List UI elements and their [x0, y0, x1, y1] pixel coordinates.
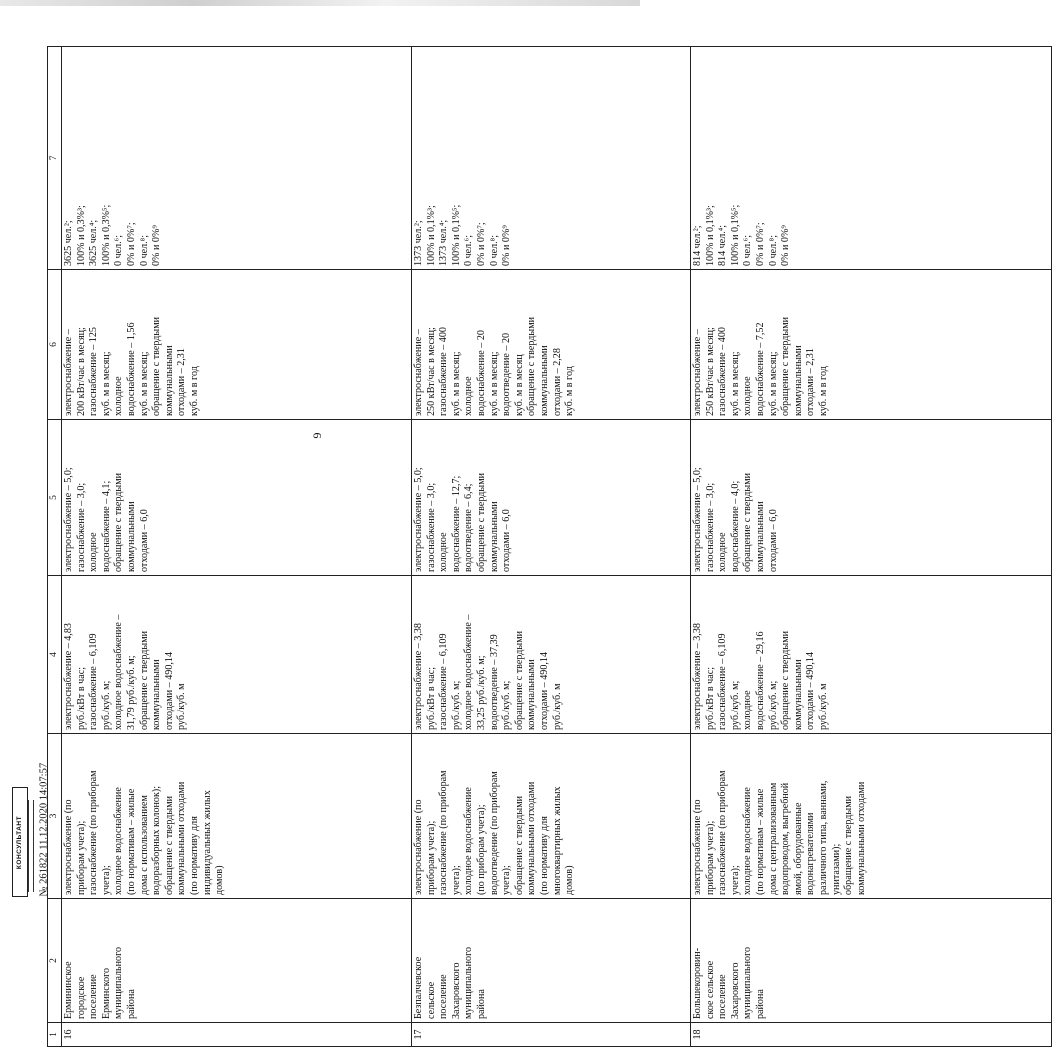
cell-line: коммунальными: [151, 659, 163, 730]
cell-line: 0 чел.⁶;: [113, 234, 125, 266]
cell-line: холодное водоснабжение: [113, 787, 125, 895]
cell-line: куб. м в год: [817, 366, 829, 416]
cell-line: 0% и 0%⁹: [780, 225, 792, 266]
table-row: [62, 47, 412, 1047]
cell-line: куб. м в месяц;: [138, 351, 150, 416]
stamp-border-lines: [28, 800, 34, 892]
cell-line: холодное: [717, 532, 729, 572]
cell-line: обращение с твердыми: [163, 796, 175, 895]
cell-line: муниципального: [113, 946, 125, 1019]
cell-growth: [691, 420, 1052, 576]
cell-line: обращение с твердыми: [138, 631, 150, 730]
cell-line: электроснабжение (по: [692, 799, 703, 895]
cell-line: Захаровского: [450, 962, 462, 1019]
cell-line: 814 чел.⁴;: [717, 224, 729, 266]
cell-line: отходами – 2,28: [551, 348, 563, 416]
cell-line: домов): [214, 865, 226, 895]
cell-population: [62, 47, 412, 270]
cell-line: 0 чел.⁸;: [767, 234, 779, 266]
cell-name: [691, 899, 1052, 1023]
cell-line: коммунальными отходами: [526, 781, 538, 895]
cell-line: электроснабжение –: [413, 329, 424, 416]
cell-line: 100% и 0,3%³;: [75, 205, 87, 266]
cell-line: ское сельское: [704, 960, 716, 1019]
cell-line: куб. м в месяц: [513, 354, 525, 416]
cell-line: электроснабжение (по: [413, 799, 424, 895]
cell-line: холодное: [113, 376, 125, 416]
cell-line: газоснабжение (по приборам: [717, 770, 729, 895]
cell-tariffs: [691, 576, 1052, 734]
cell-line: электроснабжение –: [692, 329, 703, 416]
cell-volumes: [62, 270, 412, 420]
cell-line: электроснабжение – 3,38: [413, 623, 424, 730]
cell-line: газоснабжение – 3,0;: [75, 482, 87, 572]
cell-line: многоквартирных жилых: [551, 786, 563, 895]
cell-line: газоснабжение – 3,0;: [704, 482, 716, 572]
cell-tariffs: [62, 576, 412, 734]
cell-line: (по нормативам – жилые: [125, 788, 137, 895]
row-number: 18: [691, 1023, 1052, 1047]
cell-line: сельское: [425, 981, 437, 1019]
cell-line: приборам учета);: [704, 820, 716, 895]
table-body: [48, 47, 1052, 1047]
cell-name: [412, 899, 691, 1023]
cell-line: газоснабжение – 400: [438, 327, 450, 416]
cell-line: коммунальными: [754, 501, 766, 572]
cell-line: холодное: [742, 690, 754, 730]
cell-line: холодное: [463, 376, 475, 416]
cell-line: Ерминского: [100, 967, 112, 1019]
cell-line: водоснабжение – 29,16: [754, 631, 766, 730]
cell-line: куб. м в месяц;: [100, 351, 112, 416]
cell-line: руб./куб. м;: [729, 680, 741, 730]
cell-line: холодное: [88, 532, 100, 572]
cell-line: холодное водоснабжение –: [113, 614, 125, 730]
cell-line: 1373 чел.²;: [413, 220, 424, 266]
cell-growth: [412, 420, 691, 576]
cell-line: 0 чел.⁸;: [138, 234, 150, 266]
cell-line: индивидуальных жилых: [201, 790, 213, 895]
header-cell-2: 2: [48, 899, 62, 1023]
cell-line: 100% и 0,1%⁵;: [450, 204, 462, 266]
cell-line: газоснабжение (по приборам: [88, 770, 100, 895]
cell-line: водоотведение – 6,4;: [463, 483, 475, 572]
scan-edge: [0, 0, 640, 6]
cell-line: обращение с твердыми: [475, 473, 487, 572]
table-row: [412, 47, 691, 1047]
cell-line: электроснабжение – 5,0;: [692, 467, 703, 572]
cell-line: холодное водоснабжение: [742, 787, 754, 895]
cell-line: водонагревателями: [805, 812, 817, 895]
cell-line: газоснабжение – 125: [88, 327, 100, 416]
cell-line: приборам учета);: [75, 820, 87, 895]
cell-line: 0 чел.⁶;: [463, 234, 475, 266]
cell-line: района: [125, 989, 137, 1019]
cell-line: куб. м в месяц;: [729, 351, 741, 416]
header-cell-4: 4: [48, 576, 62, 734]
cell-line: коммунальными: [526, 659, 538, 730]
cell-line: поселение: [88, 974, 100, 1019]
document-id-footer: [37, 762, 51, 898]
cell-line: обращение с твердыми: [780, 631, 792, 730]
cell-line: обращение с твердыми: [513, 796, 525, 895]
cell-line: газоснабжение – 6,109: [88, 633, 100, 730]
cell-line: электроснабжение – 4,83: [63, 623, 74, 730]
cell-line: 100% и 0,1%⁵;: [729, 204, 741, 266]
cell-line: обращение с твердыми: [113, 473, 125, 572]
cell-line: приборам учета);: [425, 820, 437, 895]
cell-line: электроснабжение – 5,0;: [63, 467, 74, 572]
cell-line: обращение с твердыми: [526, 317, 538, 416]
cell-line: обращение с твердыми: [843, 796, 855, 895]
cell-line: водоотведение (по приборам: [488, 771, 500, 895]
cell-line: коммунальными: [792, 345, 804, 416]
cell-line: электроснабжение –: [63, 329, 74, 416]
cell-services: [62, 734, 412, 899]
cell-line: учета);: [100, 865, 112, 895]
cell-line: 100% и 0,3%⁵;: [100, 204, 112, 266]
cell-line: водоснабжение – 4,1;: [100, 480, 112, 572]
header-cell-1: 1: [48, 1023, 62, 1047]
cell-line: 0% и 0%⁹: [151, 225, 163, 266]
cell-line: 31,79 руб./куб. м;: [125, 655, 137, 730]
cell-line: холодное водоснабжение: [463, 787, 475, 895]
cell-line: отходами – 2,31: [805, 348, 817, 416]
cell-line: электроснабжение (по: [63, 799, 74, 895]
cell-line: руб./куб. м;: [767, 680, 779, 730]
cell-line: учета);: [501, 865, 513, 895]
cell-line: газоснабжение (по приборам: [438, 770, 450, 895]
cell-line: (по нормативу для: [188, 816, 200, 895]
cell-line: 0% и 0%⁷;: [754, 222, 766, 266]
cell-line: (по нормативу для: [538, 816, 550, 895]
cell-line: газоснабжение – 6,109: [717, 633, 729, 730]
cell-line: обращение с твердыми: [151, 317, 163, 416]
cell-line: отходами – 6,0: [138, 509, 150, 572]
cell-line: холодное: [742, 376, 754, 416]
rotated-page-content: [47, 47, 867, 1047]
cell-line: водоснабжение – 7,52: [754, 322, 766, 416]
row-number: 17: [412, 1023, 691, 1047]
cell-volumes: [691, 270, 1052, 420]
cell-line: водоснабжение – 20: [475, 330, 487, 416]
cell-line: учета);: [729, 865, 741, 895]
cell-line: руб./кВт в час;: [75, 667, 87, 730]
cell-line: 0% и 0%⁹: [501, 225, 513, 266]
cell-line: домов): [564, 865, 576, 895]
cell-line: 0 чел.⁸;: [488, 234, 500, 266]
document-id-text: № 261822 11.12.2020 14:07:57: [38, 762, 50, 897]
cell-services: [412, 734, 691, 899]
tariff-table: [47, 46, 1052, 1047]
table-row: [691, 47, 1052, 1047]
cell-line: обращение с твердыми: [513, 631, 525, 730]
cell-line: руб./куб. м: [176, 683, 188, 730]
cell-population: [412, 47, 691, 270]
cell-line: городское: [75, 976, 87, 1019]
cell-line: холодное: [438, 532, 450, 572]
header-cell-3: 3: [48, 734, 62, 899]
cell-line: ямой, оборудованные: [792, 802, 804, 895]
cell-line: электроснабжение – 5,0;: [413, 467, 424, 572]
cell-line: холодное водоснабжение –: [463, 614, 475, 730]
cell-line: коммунальными: [488, 501, 500, 572]
cell-line: газоснабжение – 400: [717, 327, 729, 416]
cell-volumes: [412, 270, 691, 420]
cell-line: водоснабжение – 4,0;: [729, 480, 741, 572]
cell-line: коммунальными: [538, 345, 550, 416]
cell-line: водопроводом, выгребной: [780, 782, 792, 895]
cell-line: поселение: [717, 974, 729, 1019]
cell-line: электроснабжение – 3,38: [692, 623, 703, 730]
cell-line: Ермининское: [63, 961, 74, 1019]
cell-line: района: [754, 989, 766, 1019]
cell-tariffs: [412, 576, 691, 734]
cell-line: отходами – 490,14: [805, 652, 817, 730]
cell-line: Большекоровин-: [692, 947, 703, 1019]
cell-population: [691, 47, 1052, 270]
cell-line: муниципального: [742, 946, 754, 1019]
cell-line: водоснабжение – 12,7;: [450, 475, 462, 572]
header-cell-5: 5: [48, 420, 62, 576]
cell-line: 0% и 0%⁷;: [125, 222, 137, 266]
cell-line: газоснабжение – 3,0;: [425, 482, 437, 572]
cell-line: Безпалчевское: [413, 956, 424, 1019]
cell-line: отходами – 6,0: [767, 509, 779, 572]
cell-line: коммунальными: [792, 659, 804, 730]
cell-line: дома с использованием: [138, 795, 150, 895]
cell-line: водоотведение – 20: [501, 332, 513, 416]
cell-line: 814 чел.²;: [692, 225, 703, 266]
cell-line: 100% и 0,1%³;: [425, 205, 437, 266]
cell-line: различного типа, ваннами,: [817, 780, 829, 895]
header-cell-7: 7: [48, 47, 62, 270]
cell-line: отходами – 2,31: [176, 348, 188, 416]
cell-line: руб./кВт в час;: [704, 667, 716, 730]
cell-line: обращение с твердыми: [780, 317, 792, 416]
cell-line: 200 кВт/час в месяц;: [75, 327, 87, 416]
cell-name: [62, 899, 412, 1023]
stamp-text: КОНСУЛЬТАНТ: [16, 815, 24, 869]
row-number: 16: [62, 1023, 412, 1047]
cell-line: 3625 чел.²;: [63, 220, 74, 266]
cell-line: отходами – 6,0: [501, 509, 513, 572]
cell-line: руб./кВт в час;: [425, 667, 437, 730]
cell-line: газоснабжение – 6,109: [438, 633, 450, 730]
header-cell-6: 6: [48, 270, 62, 420]
cell-line: учета);: [450, 865, 462, 895]
cell-line: 250 кВт/час в месяц;: [704, 327, 716, 416]
cell-services: [691, 734, 1052, 899]
cell-line: коммунальными: [125, 501, 137, 572]
cell-line: куб. м в месяц;: [767, 351, 779, 416]
cell-line: руб./куб. м: [817, 683, 829, 730]
cell-line: 100% и 0,1%³;: [704, 205, 716, 266]
cell-line: куб. м в год: [564, 366, 576, 416]
cell-line: куб. м в год: [188, 366, 200, 416]
cell-line: Захаровского: [729, 962, 741, 1019]
cell-line: района: [475, 989, 487, 1019]
cell-line: унитазами);: [830, 843, 842, 895]
cell-line: руб./куб. м;: [100, 680, 112, 730]
cell-line: 1373 чел.⁴;: [438, 219, 450, 266]
cell-line: куб. м в месяц;: [488, 351, 500, 416]
cell-line: 0 чел.⁶;: [742, 234, 754, 266]
cell-line: коммунальными: [163, 345, 175, 416]
cell-line: куб. м в месяц;: [450, 351, 462, 416]
cell-line: 0% и 0%⁷;: [475, 222, 487, 266]
cell-line: руб./куб. м: [551, 683, 563, 730]
cell-line: отходами – 490,14: [163, 652, 175, 730]
cell-line: водоотведение – 37,39: [488, 634, 500, 730]
cell-line: дома с централизованным: [767, 782, 779, 895]
cell-growth: [62, 420, 412, 576]
cell-line: 3625 чел.⁴;: [88, 219, 100, 266]
cell-line: водоснабжение – 1,56: [125, 322, 137, 416]
cell-line: коммунальными отходами: [176, 781, 188, 895]
page-number: 6: [310, 432, 325, 439]
cell-line: отходами – 490,14: [538, 652, 550, 730]
cell-line: руб./куб. м;: [450, 680, 462, 730]
cell-line: 33,25 руб./куб. м;: [475, 655, 487, 730]
consultant-stamp: [12, 787, 28, 897]
cell-line: коммунальными отходами: [855, 781, 867, 895]
cell-line: поселение: [438, 974, 450, 1019]
cell-line: обращение с твердыми: [742, 473, 754, 572]
cell-line: муниципального: [463, 946, 475, 1019]
cell-line: (по приборам учета);: [475, 804, 487, 895]
cell-line: водоразборных колонок);: [151, 785, 163, 895]
cell-line: (по нормативам – жилые: [754, 788, 766, 895]
cell-line: 250 кВт/час в месяц;: [425, 327, 437, 416]
cell-line: руб./куб. м;: [501, 680, 513, 730]
